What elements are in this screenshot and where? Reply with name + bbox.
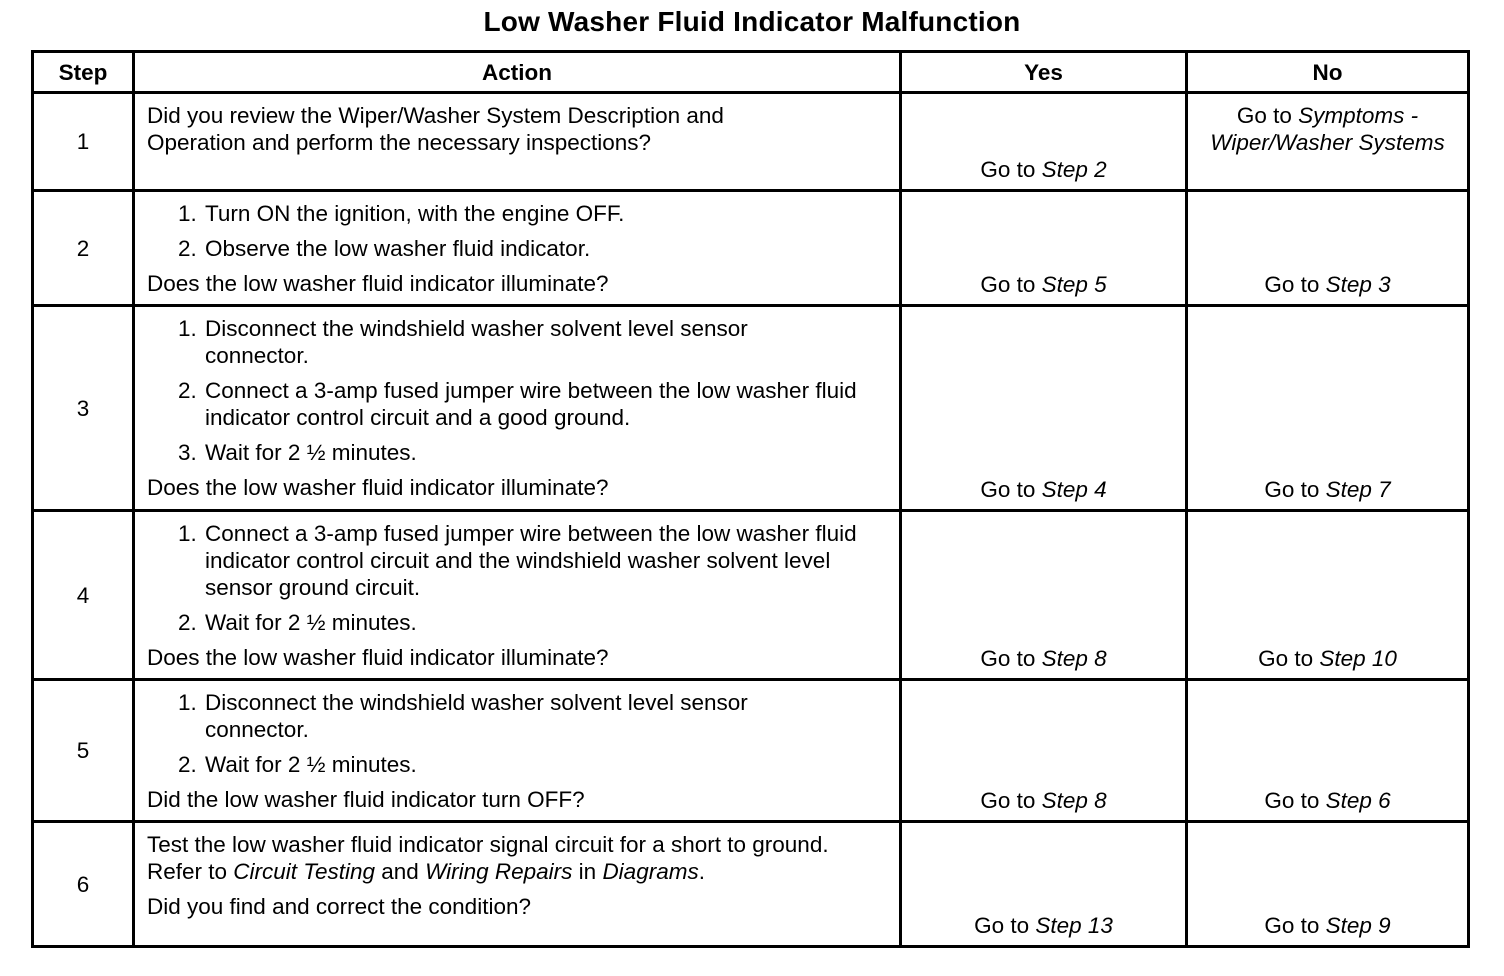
yes-target-link[interactable]: Step 4	[1041, 477, 1107, 502]
action-cell	[134, 511, 901, 680]
header-step: Step	[33, 52, 134, 93]
step-number: 1	[33, 93, 134, 191]
no-target-link[interactable]: Symptoms - Wiper/Washer Systems	[1210, 103, 1445, 155]
no-prefix: Go to	[1236, 103, 1299, 128]
action-cell	[134, 822, 901, 947]
table-row	[33, 511, 1469, 680]
no-cell	[1187, 822, 1469, 947]
step-number: 4	[33, 511, 134, 680]
action-cell	[134, 191, 901, 306]
ref-wiring-repairs-link[interactable]: Wiring Repairs	[425, 859, 573, 884]
yes-prefix: Go to	[980, 477, 1042, 502]
action-question: Does the low washer fluid indicator illuminate?	[147, 475, 609, 500]
yes-target-link[interactable]: Step 2	[1041, 157, 1107, 182]
action-step-item: 2. Connect a 3-amp fused jumper wire between the low washer fluid indicator control circuit and a good ground.	[203, 377, 889, 431]
action-steps	[147, 520, 889, 636]
no-prefix: Go to	[1264, 272, 1326, 297]
yes-prefix: Go to	[980, 157, 1042, 182]
yes-target-link[interactable]: Step 5	[1041, 272, 1107, 297]
yes-cell	[901, 680, 1187, 822]
yes-cell	[901, 191, 1187, 306]
action-step-item: 3. Wait for 2 ½ minutes.	[203, 439, 889, 466]
instruction-text: .	[698, 859, 705, 884]
ref-circuit-testing-link[interactable]: Circuit Testing	[233, 859, 376, 884]
step-number: 2	[33, 191, 134, 306]
yes-prefix: Go to	[980, 272, 1042, 297]
yes-cell	[901, 822, 1187, 947]
action-steps	[147, 689, 889, 778]
instruction-text: Test the low washer fluid indicator signal circuit for a short to ground. Refer to	[147, 832, 829, 884]
action-step-item: 1. Connect a 3-amp fused jumper wire between the low washer fluid indicator control circuit and the windshield washer solvent level sensor ground circuit.	[203, 520, 889, 601]
no-target-link[interactable]: Step 6	[1325, 788, 1391, 813]
no-cell	[1187, 191, 1469, 306]
action-step-item: 2. Wait for 2 ½ minutes.	[203, 609, 889, 636]
no-prefix: Go to	[1264, 788, 1326, 813]
no-cell	[1187, 680, 1469, 822]
action-cell	[134, 306, 901, 511]
header-no: No	[1187, 52, 1469, 93]
no-prefix: Go to	[1258, 646, 1320, 671]
action-question: Did you find and correct the condition?	[147, 894, 531, 919]
action-steps	[147, 200, 889, 262]
table-row	[33, 191, 1469, 306]
no-target-link[interactable]: Step 3	[1325, 272, 1391, 297]
no-cell	[1187, 306, 1469, 511]
no-target-link[interactable]: Step 9	[1325, 913, 1391, 938]
yes-target-link[interactable]: Step 8	[1041, 646, 1107, 671]
action-question: Does the low washer fluid indicator illuminate?	[147, 645, 609, 670]
step-number: 5	[33, 680, 134, 822]
step-number: 6	[33, 822, 134, 947]
no-prefix: Go to	[1264, 913, 1326, 938]
yes-target-link[interactable]: Step 13	[1035, 913, 1113, 938]
ref-diagrams-link[interactable]: Diagrams	[602, 859, 699, 884]
action-question: Does the low washer fluid indicator illuminate?	[147, 271, 609, 296]
yes-cell	[901, 511, 1187, 680]
action-step-item: 1. Disconnect the windshield washer solvent level sensor connector.	[203, 315, 889, 369]
action-cell	[134, 93, 901, 191]
action-question: Did you review the Wiper/Washer System Description and Operation and perform the necessary inspections?	[147, 103, 724, 155]
no-prefix: Go to	[1264, 477, 1326, 502]
no-target-link[interactable]: Step 10	[1319, 646, 1397, 671]
header-row	[33, 52, 1469, 93]
action-step-item: 2. Wait for 2 ½ minutes.	[203, 751, 889, 778]
action-question: Did the low washer fluid indicator turn OFF?	[147, 787, 585, 812]
no-cell	[1187, 93, 1469, 191]
table-row	[33, 822, 1469, 947]
header-yes: Yes	[901, 52, 1187, 93]
diagnostic-table	[31, 50, 1470, 948]
page-title: Low Washer Fluid Indicator Malfunction	[483, 6, 1021, 37]
header-action: Action	[134, 52, 901, 93]
step-number: 3	[33, 306, 134, 511]
yes-cell	[901, 306, 1187, 511]
action-instruction	[147, 831, 889, 885]
table-row	[33, 93, 1469, 191]
table-row	[33, 306, 1469, 511]
yes-prefix: Go to	[974, 913, 1036, 938]
action-step-item: 1. Turn ON the ignition, with the engine OFF.	[203, 200, 889, 227]
yes-prefix: Go to	[980, 788, 1042, 813]
yes-prefix: Go to	[980, 646, 1042, 671]
action-step-item: 1. Disconnect the windshield washer solvent level sensor connector.	[203, 689, 889, 743]
action-cell	[134, 680, 901, 822]
no-target-link[interactable]: Step 7	[1325, 477, 1391, 502]
yes-target-link[interactable]: Step 8	[1041, 788, 1107, 813]
action-steps	[147, 315, 889, 466]
instruction-text: in	[572, 859, 603, 884]
no-cell	[1187, 511, 1469, 680]
table-row	[33, 680, 1469, 822]
instruction-text: and	[375, 859, 426, 884]
yes-cell	[901, 93, 1187, 191]
action-step-item: 2. Observe the low washer fluid indicator.	[203, 235, 889, 262]
